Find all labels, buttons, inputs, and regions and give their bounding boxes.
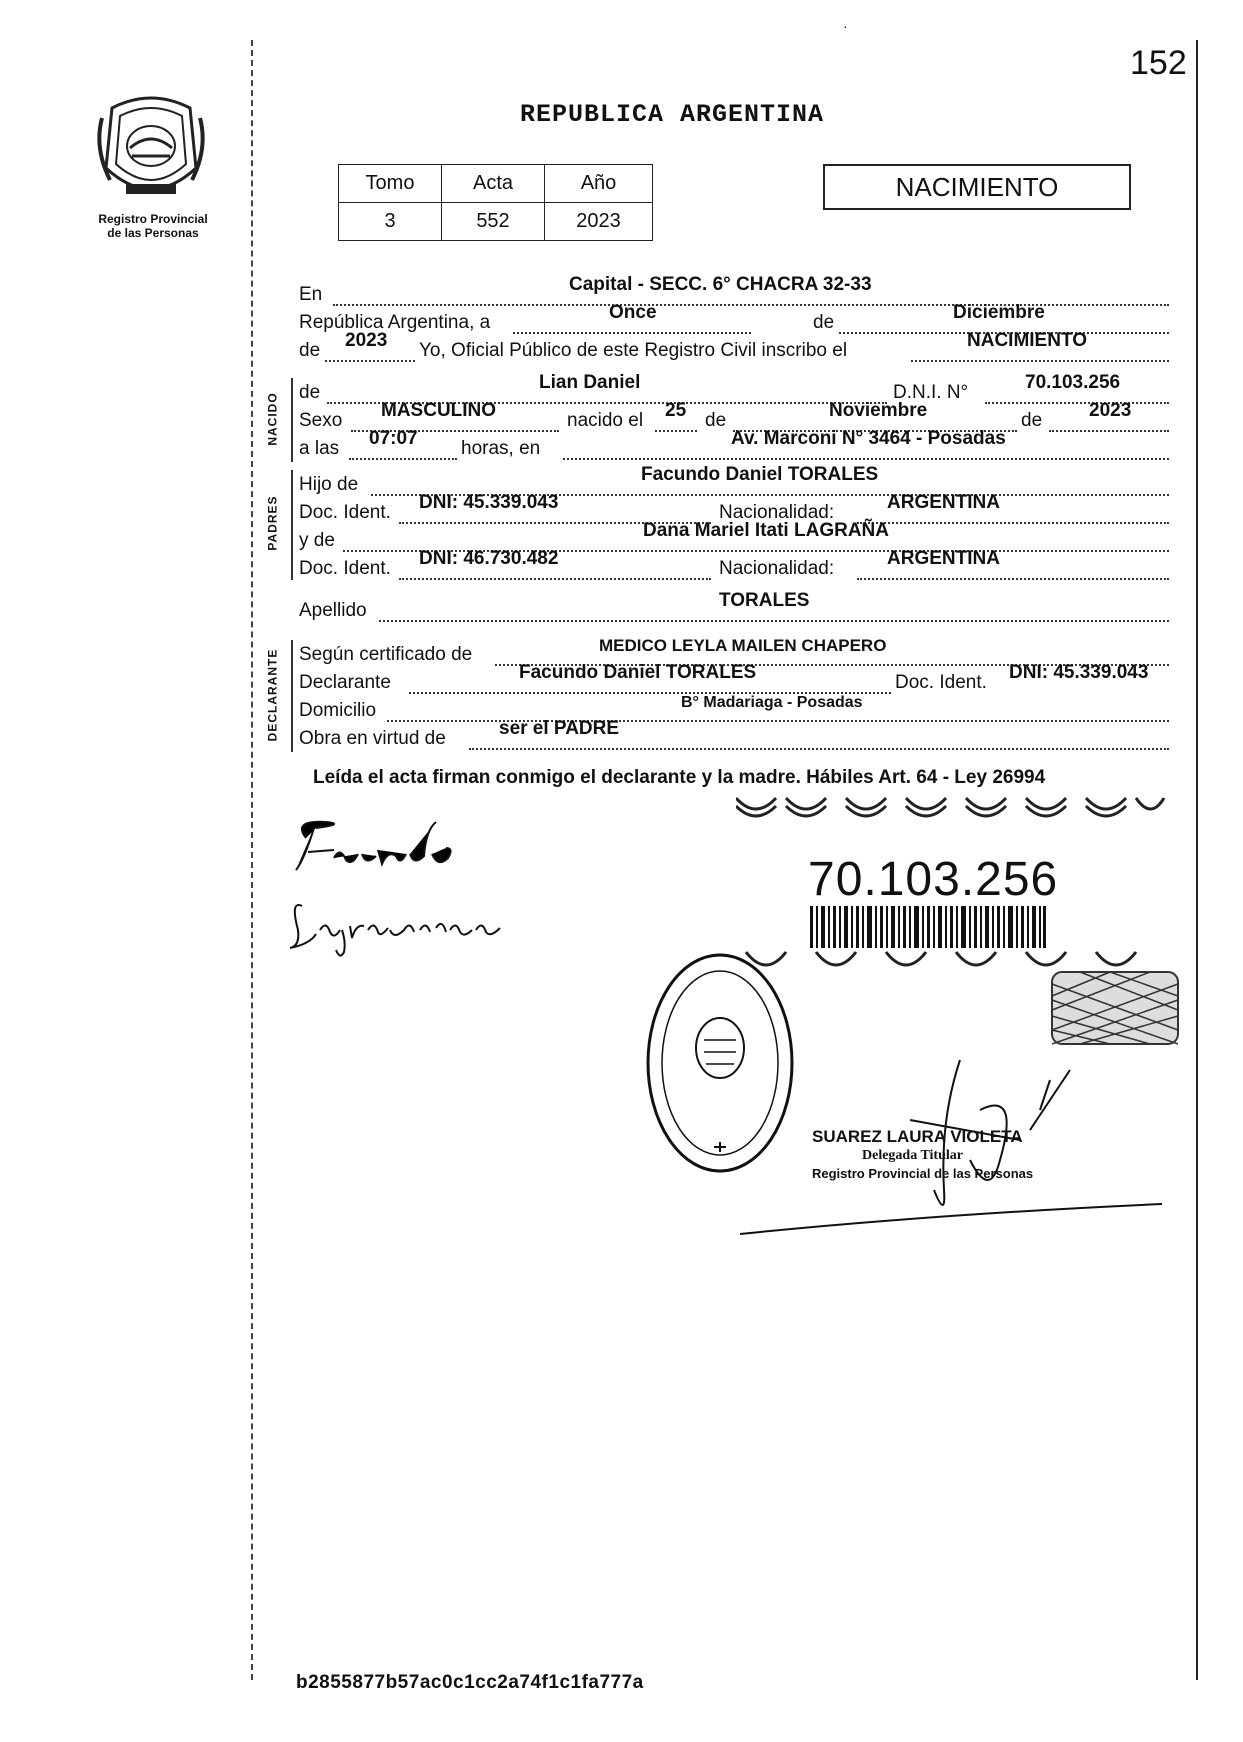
address-value: B° Madariaga - Posadas [681,694,863,711]
label-father-nationality: Nacionalidad: [719,502,835,523]
security-pattern-top [736,790,1166,824]
row-domicilio [299,696,1169,726]
child-name: Lian Daniel [539,372,641,393]
agency-label-line1: Registro Provincial [98,212,208,226]
label-y-de: y de [299,530,335,551]
father-nationality: ARGENTINA [887,492,1000,513]
day-value: Once [609,302,657,323]
row-hora [299,428,1169,464]
acta-number: 70.103.256 [808,853,1059,906]
row-mother-doc [299,548,1169,584]
country-title: REPUBLICA ARGENTINA [520,100,825,129]
header-tomo: Tomo [339,165,442,203]
official-name: SUAREZ LAURA VIOLETA [812,1127,1023,1146]
capacity-value: ser el PADRE [499,718,620,739]
father-doc: DNI: 45.339.043 [419,492,559,513]
place-value: Capital - SECC. 6° CHACRA 32-33 [569,274,872,295]
label-inscribo: Yo, Oficial Público de este Registro Civil inscribo el [419,340,848,361]
label-horas-en: horas, en [461,438,541,459]
label-de-birth-year: de [1021,410,1043,431]
label-mother-doc: Doc. Ident. [299,558,391,579]
padres-section-bar [291,470,293,580]
section-label-nacido: NACIDO [265,392,280,446]
section-label-declarante: DECLARANTE [265,648,280,742]
row-apellido [299,590,1169,626]
label-de-year: de [299,340,321,361]
label-de-birth-month: de [705,410,727,431]
official-office: Registro Provincial de las Personas [812,1166,1034,1181]
father-name: Facundo Daniel TORALES [641,464,879,485]
apellido-value: TORALES [719,590,810,611]
row-year [299,330,1169,366]
birth-day: 25 [665,400,687,421]
label-declarante: Declarante [299,672,391,693]
birth-month: Noviembre [829,400,928,421]
declarante-section-bar [291,640,293,752]
reference-table [338,164,653,241]
mother-name: Dana Mariel Itati LAGRAÑA [643,520,889,541]
birth-year: 2023 [1089,400,1132,421]
header-anio: Año [545,165,653,203]
value-tomo: 3 [339,203,442,241]
signature-underline [736,1194,1166,1238]
nacido-section-bar [291,378,293,462]
reference-header-row [339,165,653,203]
label-certificado: Según certificado de [299,644,473,665]
label-en: En [299,284,323,305]
year-value: 2023 [345,330,388,351]
label-dni: D.N.I. N° [893,382,969,403]
month-value: Diciembre [953,302,1045,323]
document-hash: b2855877b57ac0c1cc2a74f1c1fa777a [296,1672,644,1693]
act-type-value: NACIMIENTO [967,330,1087,351]
agency-label [88,212,218,240]
value-anio: 2023 [545,203,653,241]
value-acta: 552 [442,203,545,241]
declarant-name: Facundo Daniel TORALES [519,662,757,683]
birth-place: Av. Marconi N° 3464 - Posadas [731,428,1006,449]
label-nacido-el: nacido el [567,410,644,431]
security-hologram [1050,970,1180,1046]
official-stamp [640,948,800,1178]
header-acta: Acta [442,165,545,203]
mother-signature [280,890,520,960]
page-number: 152 [1130,44,1187,82]
agency-label-line2: de las Personas [107,226,199,240]
label-domicilio: Domicilio [299,700,377,721]
mother-nationality: ARGENTINA [887,548,1000,569]
mother-doc: DNI: 46.730.482 [419,548,559,569]
label-a-las: a las [299,438,340,459]
label-hijo-de: Hijo de [299,474,359,495]
label-de-name: de [299,382,321,403]
reference-value-row [339,203,653,241]
official-role: Delegada Titular [862,1148,963,1163]
sexo-value: MASCULINO [381,400,497,421]
label-de-month: de [813,312,835,333]
dot-mark: · [843,18,848,34]
label-mother-nationality: Nacionalidad: [719,558,835,579]
province-seal-logo [92,88,210,208]
certificate-value: MEDICO LEYLA MAILEN CHAPERO [599,636,887,655]
row-obra [299,718,1169,754]
record-type-box: NACIMIENTO [823,164,1131,210]
left-margin-rule [251,40,253,1680]
section-label-padres: PADRES [265,495,280,551]
closing-text: Leída el acta firman conmigo el declarante y la madre. Hábiles Art. 64 - Ley 26994 [313,767,1046,788]
birth-time: 07:07 [369,428,418,449]
label-republica: República Argentina, a [299,312,491,333]
label-sexo: Sexo [299,410,343,431]
barcode [810,906,1046,948]
declarant-signature-strokes [286,810,496,890]
declarant-doc: DNI: 45.339.043 [1009,662,1149,683]
label-apellido: Apellido [299,600,367,621]
child-dni: 70.103.256 [1025,372,1121,393]
right-margin-rule [1196,40,1198,1680]
label-obra: Obra en virtud de [299,728,446,749]
label-declarant-doc: Doc. Ident. [895,672,987,693]
label-father-doc: Doc. Ident. [299,502,391,523]
